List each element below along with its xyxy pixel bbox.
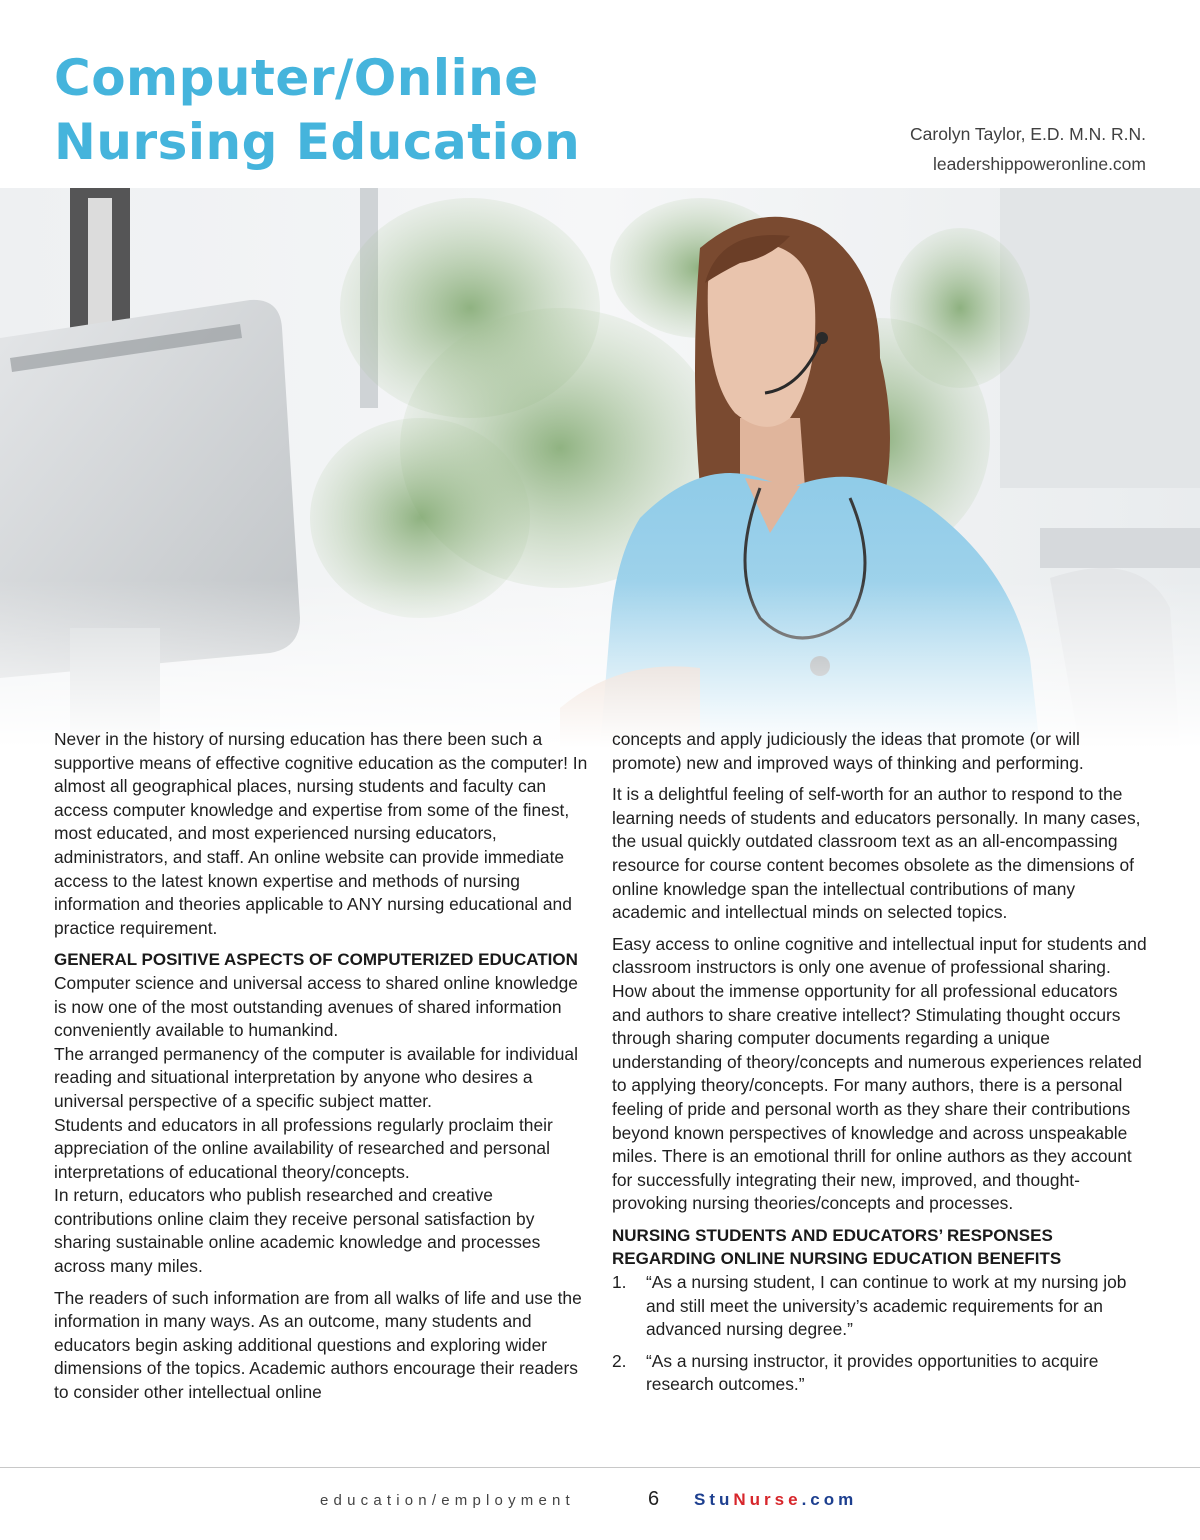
footer-section-label: education/employment <box>320 1492 575 1509</box>
brand-stu: Stu <box>694 1490 734 1509</box>
brand-logo <box>694 1490 857 1510</box>
page-number: 6 <box>648 1488 660 1510</box>
list-item-number: 2. <box>612 1350 627 1371</box>
body-paragraph: Computer science and universal access to shared online knowledge is now one of the most outstanding avenues of shared information conveniently available to humankind. <box>54 972 578 1041</box>
hero-photo <box>0 188 1200 748</box>
author-website: leadershippoweronline.com <box>932 154 1146 174</box>
body-paragraph: Students and educators in all professions regularly proclaim their appreciation of the online availability of researched and personal interpretations of educational theory/concepts. <box>54 1114 553 1182</box>
list-item <box>612 1271 1150 1342</box>
list-item-text: “As a nursing student, I can continue to work at my nursing job and still meet the university’s academic requirements for an advanced nursing degree.” <box>646 1272 1127 1340</box>
body-paragraph: The readers of such information are from all walks of life and use the information in many ways. As an outcome, many students and educators begin asking additional questions and exploring wider dimensions of the topics. Academic authors encourage their readers to consider other intellectual online <box>54 1287 582 1403</box>
responses-list <box>612 1271 1150 1397</box>
title-line-2: Nursing Education <box>54 113 581 171</box>
list-item-text: “As a nursing instructor, it provides opportunities to acquire research outcomes.” <box>646 1350 1099 1395</box>
footer-divider <box>0 1467 1200 1468</box>
list-item <box>612 1350 1150 1397</box>
right-column <box>612 728 1150 1405</box>
intro-paragraph: Never in the history of nursing education has there been such a supportive means of effective cognitive education as the computer! In almost all geographical places, nursing students and faculty can access computer knowledge and expertise from some of the finest, most educated, and most experienced nursing educators, administrators, and staff. An online website can provide immediate access to the latest known expertise and methods of nursing information and theories applicable to ANY nursing educational and practice requirement. <box>54 729 588 938</box>
section-heading-general-positive-aspects: GENERAL POSITIVE ASPECTS OF COMPUTERIZED EDUCATION <box>54 950 578 970</box>
brand-com: .com <box>801 1490 858 1509</box>
body-paragraph: concepts and apply judiciously the ideas that promote (or will promote) new and improved ways of thinking and performing. <box>612 729 1084 773</box>
brand-nurse: Nurse <box>733 1490 802 1509</box>
nurse-with-headset-at-computer-photo <box>0 188 1200 748</box>
title-line-1: Computer/Online <box>54 49 539 107</box>
section-heading-responses: NURSING STUDENTS AND EDUCATORS’ RESPONSES REGARDING ONLINE NURSING EDUCATION BENEFITS <box>612 1225 1062 1269</box>
body-paragraph: Easy access to online cognitive and intellectual input for students and classroom instructors is only one avenue of professional sharing. How about the immense opportunity for all professional educators and authors to share creative intellect? Stimulating thought occurs through sharing computer documents regarding a unique understanding of theory/concepts and numerous experiences related to applying theory/concepts. For many authors, there is a personal feeling of pride and personal worth as they share their contributions beyond known perspectives of knowledge and across unspeakable miles. There is an emotional thrill for online authors as they account for successfully integrating their new, improved, and thought-provoking nursing theories/concepts and processes. <box>612 933 1147 1214</box>
body-paragraph: It is a delightful feeling of self-worth for an author to respond to the learning needs of students and educators personally. In many cases, the usual quickly outdated classroom text as an all-encompassing resource for course content becomes obsolete as the dimensions of online knowledge span the intellectual contributions of many academic and intellectual minds on selected topics. <box>612 784 1141 923</box>
page-footer <box>0 1488 1200 1516</box>
author-name: Carolyn Taylor, E.D. M.N. R.N. <box>910 124 1146 144</box>
body-paragraph: In return, educators who publish researched and creative contributions online claim they receive personal satisfaction by sharing sustainable online academic knowledge and processes across many miles. <box>54 1185 541 1277</box>
left-column <box>54 728 592 1413</box>
list-item-number: 1. <box>612 1272 627 1293</box>
body-paragraph: The arranged permanency of the computer is available for individual reading and situational interpretation by anyone who desires a universal perspective of a specific subject matter. <box>54 1043 578 1111</box>
article-title <box>54 46 580 174</box>
byline <box>910 119 1146 179</box>
